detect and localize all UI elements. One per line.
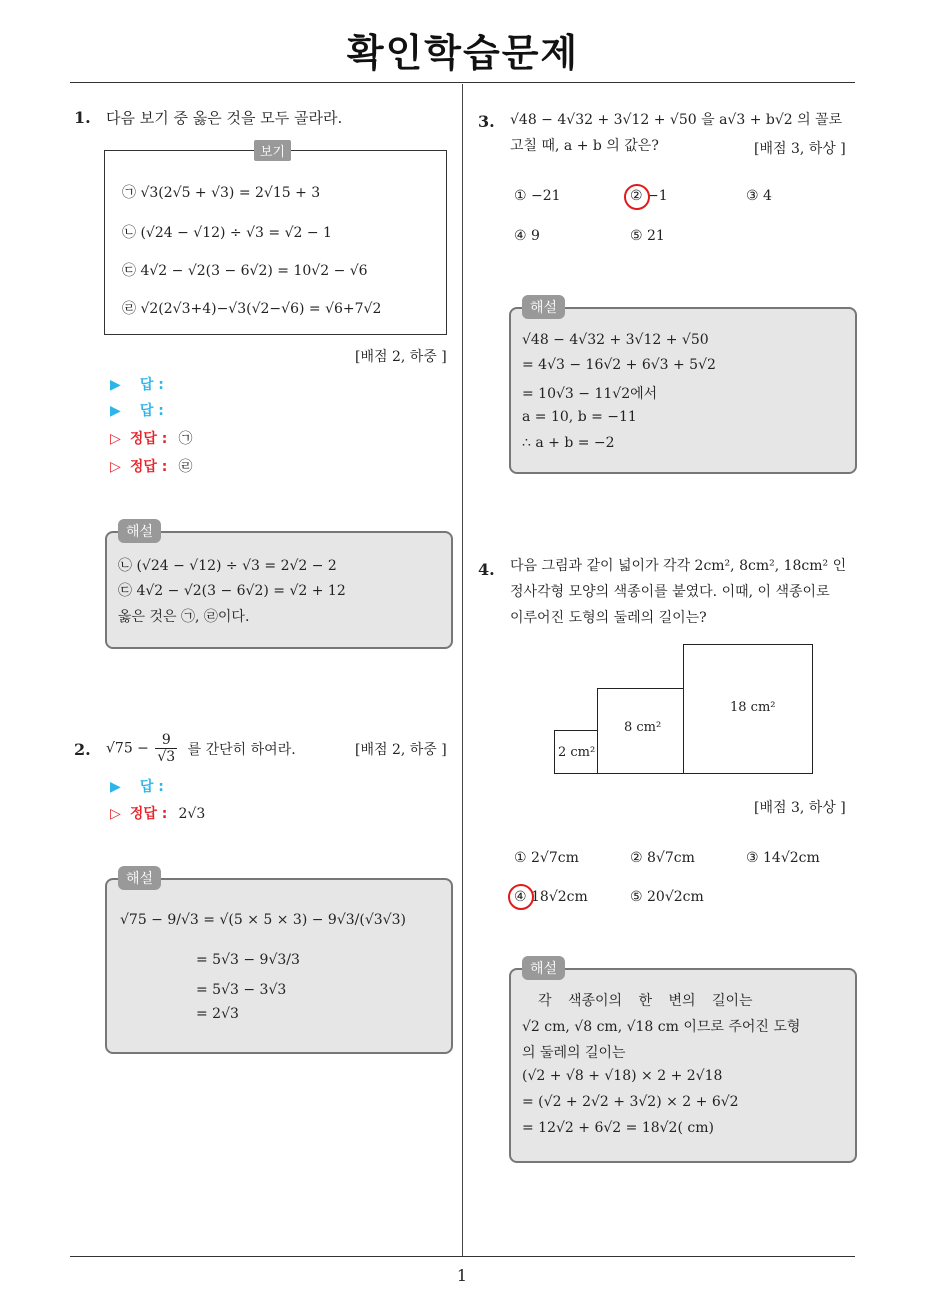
- q4-choice-3[interactable]: ③ 14√2cm: [746, 850, 820, 866]
- footer-rule: [70, 1256, 855, 1257]
- q1-box-tag: 보기: [254, 140, 291, 161]
- q2-meta: [배점 2, 하중 ]: [355, 742, 447, 758]
- q2-correct-row: [110, 803, 205, 823]
- q3-line1: √48 − 4√32 + 3√12 + √50 을 a√3 + b√2 의 꼴로: [510, 112, 843, 128]
- q3-solution-line: = 10√3 − 11√2에서: [522, 386, 658, 402]
- q3-solution-line: ∴ a + b = −2: [522, 435, 615, 451]
- q3-choice-2[interactable]: ② −1: [630, 188, 668, 204]
- q3-choice-4[interactable]: ④ 9: [514, 228, 540, 244]
- q4-choice-1[interactable]: ① 2√7cm: [514, 850, 579, 866]
- correct-arrow-icon: ▷: [110, 459, 121, 475]
- q4-number: 4.: [478, 560, 495, 579]
- q4-line3: 이루어진 도형의 둘레의 길이는?: [510, 610, 707, 626]
- q2-solution-line: = 5√3 − 3√3: [196, 982, 287, 998]
- correct-label: 정답 :: [129, 806, 168, 822]
- q2-text: 를 간단히 하여라.: [187, 741, 296, 758]
- page-number: 1: [456, 1266, 468, 1285]
- q3-choice-1[interactable]: ① −21: [514, 188, 561, 204]
- q4-solution-line: 의 둘레의 길이는: [522, 1045, 626, 1061]
- correct-arrow-icon: ▷: [110, 431, 121, 447]
- correct-value: ㉠: [178, 431, 193, 447]
- q4-choice-5[interactable]: ⑤ 20√2cm: [630, 889, 704, 905]
- q4-solution-tag: 해설: [522, 956, 565, 980]
- square-small-label: 2 cm²: [558, 745, 596, 760]
- q2-number: 2.: [74, 740, 91, 759]
- q2-expression: [106, 732, 296, 765]
- q1-solution-line: ㉢ 4√2 − √2(3 − 6√2) = √2 + 12: [118, 583, 346, 599]
- header-rule: [70, 82, 855, 83]
- q4-line1: 다음 그림과 같이 넓이가 각각 2cm², 8cm², 18cm² 인: [510, 558, 847, 574]
- q1-correct-row: [110, 456, 193, 476]
- q2-fraction: [155, 732, 177, 765]
- q1-text: 다음 보기 중 옳은 것을 모두 골라라.: [106, 109, 343, 127]
- q4-choice-2[interactable]: ② 8√7cm: [630, 850, 695, 866]
- q2-solution-line: = 5√3 − 9√3/3: [196, 952, 300, 968]
- q3-solution-line: √48 − 4√32 + 3√12 + √50: [522, 332, 709, 348]
- q3-solution-tag: 해설: [522, 295, 565, 319]
- q2-solution-tag: 해설: [118, 866, 161, 890]
- q4-selected-circle: [508, 884, 534, 910]
- q3-selected-circle: [624, 184, 650, 210]
- q1-item: ㉣ √2(2√3+4)−√3(√2−√6) = √6+7√2: [122, 301, 382, 317]
- q3-line2: 고칠 때, a + b 의 값은?: [510, 138, 659, 154]
- q1-number: 1.: [74, 108, 91, 127]
- q4-line2: 정사각형 모양의 색종이를 붙였다. 이때, 이 색종이로: [510, 584, 830, 600]
- q2-expr-left: √75 −: [106, 740, 149, 757]
- q3-solution-line: = 4√3 − 16√2 + 6√3 + 5√2: [522, 357, 716, 373]
- q4-meta: [배점 3, 하상 ]: [754, 800, 846, 816]
- square-large-label: 18 cm²: [730, 700, 776, 715]
- q2-solution-line: √75 − 9/√3 = √(5 × 5 × 3) − 9√3/(√3√3): [120, 912, 406, 928]
- q2-answer-row: [110, 776, 164, 796]
- q4-solution-line: 각 색종이의 한 변의 길이는: [538, 993, 753, 1009]
- answer-arrow-icon: ▶: [110, 377, 121, 393]
- q2-frac-num: 9: [155, 732, 177, 749]
- q3-choice-5[interactable]: ⑤ 21: [630, 228, 665, 244]
- q1-correct-row: [110, 428, 193, 448]
- q1-answer-row: [110, 374, 164, 394]
- square-medium-label: 8 cm²: [624, 720, 662, 735]
- q3-choice-3[interactable]: ③ 4: [746, 188, 772, 204]
- correct-label: 정답 :: [129, 431, 168, 447]
- q3-meta: [배점 3, 하상 ]: [754, 141, 846, 157]
- q1-item: ㉠ √3(2√5 + √3) = 2√15 + 3: [122, 185, 321, 201]
- q2-frac-den: √3: [157, 749, 176, 765]
- q4-solution-line: (√2 + √8 + √18) × 2 + 2√18: [522, 1068, 723, 1084]
- answer-label: 답 :: [139, 779, 164, 795]
- page-title: 확인학습문제: [346, 31, 580, 75]
- correct-label: 정답 :: [129, 459, 168, 475]
- q1-solution-line: 옳은 것은 ㉠, ㉣이다.: [118, 609, 250, 625]
- q4-solution-line: = (√2 + 2√2 + 3√2) × 2 + 6√2: [522, 1094, 739, 1110]
- q3-solution-line: a = 10, b = −11: [522, 409, 637, 425]
- correct-arrow-icon: ▷: [110, 806, 121, 822]
- q4-choice-4[interactable]: ④ 18√2cm: [514, 889, 588, 905]
- q3-number: 3.: [478, 112, 495, 131]
- q1-item: ㉡ (√24 − √12) ÷ √3 = √2 − 1: [122, 225, 332, 241]
- q1-meta: [배점 2, 하중 ]: [355, 349, 447, 365]
- q1-solution-tag: 해설: [118, 519, 161, 543]
- answer-label: 답 :: [139, 377, 164, 393]
- column-divider: [462, 84, 463, 1256]
- answer-label: 답 :: [139, 403, 164, 419]
- q1-answer-row: [110, 400, 164, 420]
- answer-arrow-icon: ▶: [110, 403, 121, 419]
- q1-item: ㉢ 4√2 − √2(3 − 6√2) = 10√2 − √6: [122, 263, 368, 279]
- correct-value: ㉣: [178, 459, 193, 475]
- q2-solution-line: = 2√3: [196, 1006, 239, 1022]
- q4-solution-line: = 12√2 + 6√2 = 18√2( cm): [522, 1120, 714, 1136]
- correct-value: 2√3: [178, 806, 206, 822]
- q4-solution-line: √2 cm, √8 cm, √18 cm 이므로 주어진 도형: [522, 1019, 801, 1035]
- q1-solution-line: ㉡ (√24 − √12) ÷ √3 = 2√2 − 2: [118, 558, 337, 574]
- answer-arrow-icon: ▶: [110, 779, 121, 795]
